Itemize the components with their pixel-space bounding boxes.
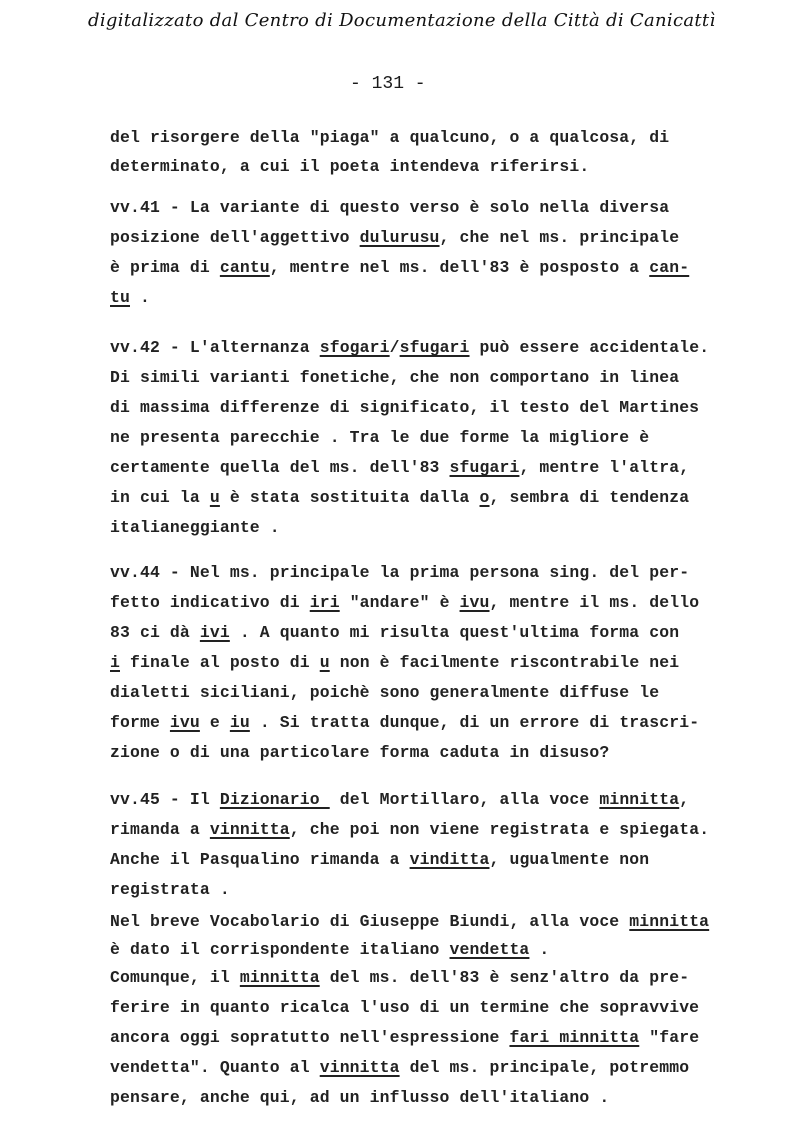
text-line	[110, 743, 609, 762]
text-segment: è prima di	[110, 258, 220, 277]
text-segment: posizione dell'aggettivo	[110, 228, 360, 247]
text-line	[110, 228, 679, 247]
text-line	[110, 1088, 609, 1107]
text-line	[110, 820, 709, 839]
text-segment: del ms. dell'83 è senz'altro da pre-	[319, 968, 690, 987]
underlined-word: ivu	[459, 593, 490, 612]
text-segment: finale al posto di	[120, 653, 320, 672]
text-segment: Nel breve Vocabolario di Giuseppe Biundi, alla voce	[110, 912, 630, 931]
text-segment: . A quanto mi risulta quest'ultima forma con	[229, 623, 680, 642]
text-segment: fetto indicativo di	[110, 593, 310, 612]
text-segment: ancora oggi sopratutto nell'espressione	[110, 1028, 510, 1047]
text-line	[110, 428, 649, 447]
text-line	[110, 968, 689, 987]
text-segment: , che poi non viene registrata e spiegata.	[289, 820, 710, 839]
text-line	[110, 458, 689, 477]
underlined-word: tu	[110, 288, 130, 307]
text-segment: vv.41 - La variante di questo verso è solo nella diversa	[110, 198, 670, 217]
underlined-word: ivi	[199, 623, 230, 642]
text-segment: vv.45 - Il	[110, 790, 220, 809]
underlined-word: minnitta	[599, 790, 680, 809]
text-segment: può essere accidentale.	[469, 338, 710, 357]
underlined-word: vinnitta	[319, 1058, 400, 1077]
text-line	[110, 880, 230, 899]
text-line	[110, 623, 679, 642]
text-segment: determinato, a cui il poeta intendeva riferirsi.	[110, 157, 590, 176]
text-line	[110, 998, 699, 1017]
text-segment: "fare	[639, 1028, 700, 1047]
underlined-word: fari minnitta	[509, 1028, 640, 1047]
page-number: - 131 -	[350, 74, 426, 94]
text-line	[110, 1058, 689, 1077]
text-segment: pensare, anche qui, ad un influsso dell'italiano .	[110, 1088, 610, 1107]
text-segment: del ms. principale, potremmo	[399, 1058, 690, 1077]
text-segment: è stata sostituita dalla	[219, 488, 480, 507]
text-segment: .	[529, 940, 550, 959]
text-segment: di massima differenze di significato, il testo del Martines	[110, 398, 700, 417]
text-segment: ,	[679, 790, 690, 809]
text-segment: in cui la	[110, 488, 210, 507]
text-segment: vendetta". Quanto al	[110, 1058, 320, 1077]
underlined-word: minnitta	[239, 968, 320, 987]
text-segment: vv.44 - Nel ms. principale la prima persona sing. del per-	[110, 563, 690, 582]
text-line	[110, 288, 150, 307]
text-segment: italianeggiante .	[110, 518, 280, 537]
underlined-word: u	[319, 653, 330, 672]
text-segment: . Si tratta dunque, di un errore di trascri-	[249, 713, 700, 732]
text-segment: del Mortillaro, alla voce	[329, 790, 600, 809]
text-segment: ne presenta parecchie . Tra le due forme la migliore è	[110, 428, 650, 447]
text-line	[110, 713, 699, 732]
text-segment: /	[389, 338, 400, 357]
text-line	[110, 157, 589, 176]
text-segment: vv.42 - L'alternanza	[110, 338, 320, 357]
text-line	[110, 653, 679, 672]
underlined-word: minnitta	[629, 912, 710, 931]
text-line	[110, 563, 689, 582]
text-line	[110, 593, 699, 612]
text-segment: Comunque, il	[110, 968, 240, 987]
underlined-word: u	[209, 488, 220, 507]
underlined-word: vinnitta	[209, 820, 290, 839]
text-line	[110, 338, 709, 357]
text-segment: , ugualmente non	[489, 850, 650, 869]
text-segment: del risorgere della "piaga" a qualcuno, o a qualcosa, di	[110, 128, 670, 147]
text-segment: certamente quella del ms. dell'83	[110, 458, 450, 477]
underlined-word: sfugari	[449, 458, 520, 477]
text-segment: forme	[110, 713, 170, 732]
text-segment: dialetti siciliani, poichè sono generalmente diffuse le	[110, 683, 660, 702]
text-line	[110, 940, 549, 959]
text-line	[110, 850, 649, 869]
text-segment: 83 ci dà	[110, 623, 200, 642]
text-line	[110, 128, 669, 147]
text-segment: "andare" è	[339, 593, 460, 612]
digitization-header: digitalizzato dal Centro di Documentazione della Città di Canicattì	[88, 10, 716, 31]
text-segment: non è facilmente riscontrabile nei	[329, 653, 680, 672]
text-segment: Di simili varianti fonetiche, che non comportano in linea	[110, 368, 680, 387]
text-segment: zione o di una particolare forma caduta in disuso?	[110, 743, 610, 762]
text-segment: , mentre il ms. dello	[489, 593, 700, 612]
text-segment: registrata .	[110, 880, 230, 899]
text-segment: ferire in quanto ricalca l'uso di un termine che sopravvive	[110, 998, 700, 1017]
underlined-word: can-	[649, 258, 690, 277]
underlined-word: sfogari	[319, 338, 390, 357]
text-segment: e	[199, 713, 230, 732]
text-segment: è dato il corrispondente italiano	[110, 940, 450, 959]
text-segment: , mentre nel ms. dell'83 è posposto a	[269, 258, 650, 277]
underlined-word: sfugari	[399, 338, 470, 357]
text-line	[110, 1028, 699, 1047]
text-line	[110, 488, 689, 507]
text-line	[110, 912, 709, 931]
underlined-word: i	[110, 653, 120, 672]
text-line	[110, 790, 689, 809]
underlined-word: vinditta	[409, 850, 490, 869]
text-line	[110, 518, 280, 537]
text-segment: rimanda a	[110, 820, 210, 839]
text-segment: , mentre l'altra,	[519, 458, 690, 477]
underlined-word: vendetta	[449, 940, 530, 959]
underlined-word: o	[479, 488, 490, 507]
text-segment: Anche il Pasqualino rimanda a	[110, 850, 410, 869]
text-segment: , sembra di tendenza	[489, 488, 690, 507]
underlined-word: Dizionario	[219, 790, 330, 809]
text-line	[110, 198, 669, 217]
text-segment: .	[129, 288, 150, 307]
underlined-word: cantu	[219, 258, 270, 277]
underlined-word: ivu	[169, 713, 200, 732]
text-line	[110, 683, 659, 702]
text-segment: , che nel ms. principale	[439, 228, 680, 247]
text-line	[110, 398, 699, 417]
underlined-word: dulurusu	[359, 228, 440, 247]
text-line	[110, 258, 689, 277]
underlined-word: iu	[229, 713, 250, 732]
underlined-word: iri	[309, 593, 340, 612]
text-line	[110, 368, 679, 387]
